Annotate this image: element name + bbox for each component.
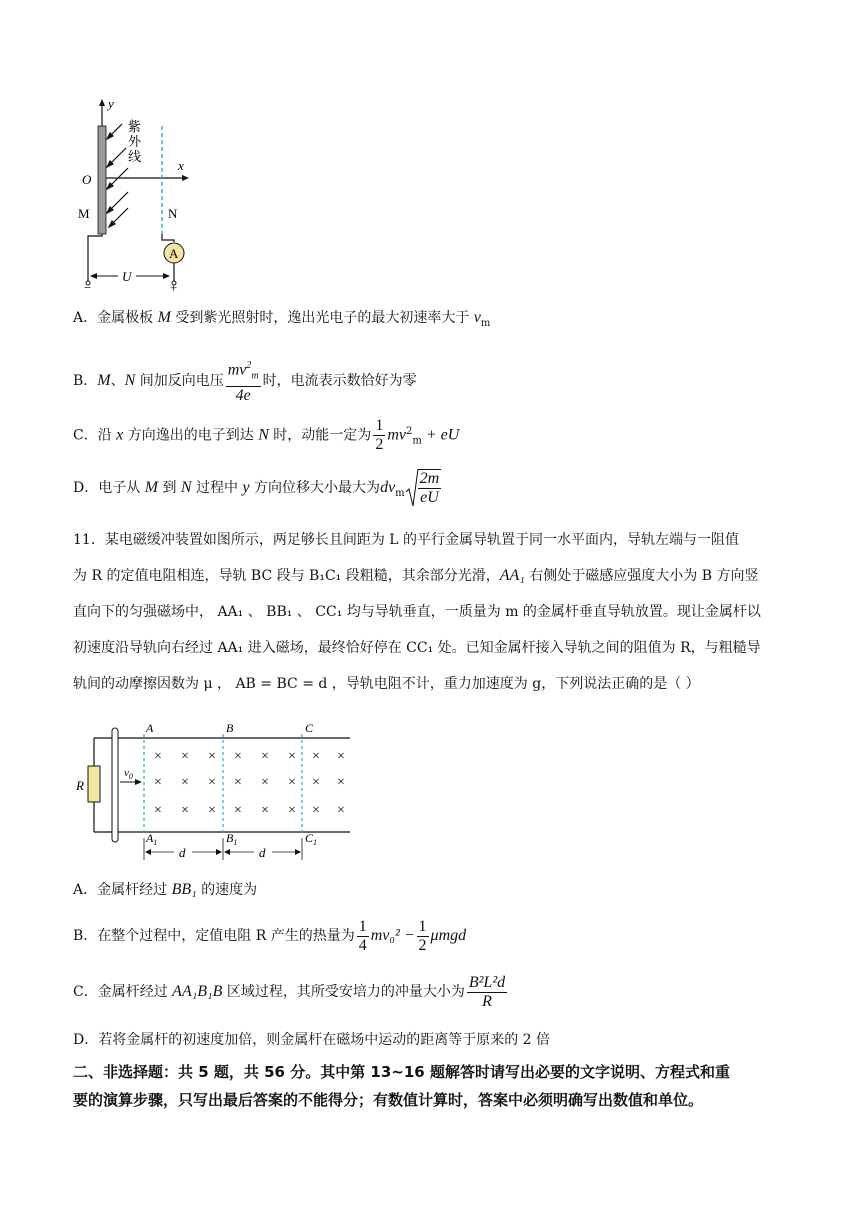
field-cross: × bbox=[208, 803, 216, 818]
uv-arrows bbox=[107, 124, 128, 227]
field-cross: × bbox=[208, 775, 216, 790]
uv-label-2: 外 bbox=[128, 134, 142, 149]
field-cross: × bbox=[181, 749, 189, 764]
q11-option-d: D．若将金属杆的初速度加倍，则金属杆在磁场中运动的距离等于原来的 2 倍 bbox=[73, 1032, 551, 1048]
distance-bc-label: d bbox=[259, 845, 266, 860]
field-cross: × bbox=[312, 803, 320, 818]
q10-option-d: D．电子从 M 到 N 过程中 y 方向位移大小最大为$dv_m$ $\frac{2m}{eU}$ bbox=[73, 466, 443, 516]
field-cross: × bbox=[234, 803, 242, 818]
metal-rod bbox=[112, 728, 118, 842]
field-cross: × bbox=[208, 749, 216, 764]
field-cross: × bbox=[261, 803, 269, 818]
voltage-label: U bbox=[122, 269, 132, 284]
label-c: C bbox=[305, 721, 314, 735]
field-cross: × bbox=[234, 749, 242, 764]
q11-stem: 11．某电磁缓冲装置如图所示，两足够长且间距为 L 的平行金属导轨置于同一水平面内，导轨左端与一阻值 为 R 的定值电阻相连，导轨 BC 段与 B₁C₁ 段粗糙，其余部分光滑，AA₁ 右侧处于磁感应强度大小为 B 方向竖 直向下的匀强磁场中， AA₁ 、 BB₁ 、 CC₁ 均与导轨垂直，一质量为 m 的金属杆垂直导轨放置。现让金属杆以 初速度沿导轨向右经过 AA₁ 进入磁场，最终恰好停在 CC₁ 处。已知金属杆接入导轨之间的阻值为 R，与粗糙导 轨间的动摩擦因数为 μ ， AB = BC = d ，导轨电阻不计，重力加速度为 g，下列说法正确的是（ ） bbox=[73, 532, 761, 692]
field-cross: × bbox=[312, 775, 320, 790]
field-cross: × bbox=[154, 749, 162, 764]
field-cross: × bbox=[154, 775, 162, 790]
plate-m-label: M bbox=[78, 206, 90, 221]
field-cross: × bbox=[337, 775, 345, 790]
field-cross: × bbox=[337, 749, 345, 764]
velocity-label: $v_0$ bbox=[124, 767, 133, 781]
resistor bbox=[88, 766, 100, 802]
distance-ab-label: d bbox=[179, 845, 186, 860]
field-cross: × bbox=[288, 775, 296, 790]
resistor-label: R bbox=[76, 778, 84, 793]
label-a: A bbox=[146, 721, 154, 735]
label-c1: $C_1$ bbox=[305, 831, 318, 847]
magnetic-field-crosses bbox=[154, 749, 345, 818]
field-cross: × bbox=[154, 803, 162, 818]
field-cross: × bbox=[261, 775, 269, 790]
plus-terminal: + bbox=[170, 280, 178, 292]
field-cross: × bbox=[261, 749, 269, 764]
ammeter-label: A bbox=[169, 246, 179, 261]
q10-option-b: B．M、N 间加反向电压 $\frac{mv^2_m}{4e}$ 时，电流表示数恰好为零 bbox=[73, 357, 417, 405]
q10-option-a: A．金属极板 M 受到紫光照射时，逸出光电子的最大初速率大于 $v_m$ bbox=[73, 309, 491, 329]
x-axis-label: x bbox=[178, 158, 184, 173]
q11-option-b: B．在整个过程中，定值电阻 R 产生的热量为 $\frac{1}{4}$ mv₀² − $\frac{1}{2}$ μmgd bbox=[73, 917, 467, 954]
q10-option-c: C．沿 x 方向逸出的电子到达 N 时，动能一定为 $\frac{1}{2}$ $mv^2_m$ + eU bbox=[73, 417, 460, 454]
plate-n-label: N bbox=[168, 206, 178, 221]
buffer-diagram bbox=[74, 720, 354, 868]
label-b1: $B_1$ bbox=[226, 831, 238, 847]
origin-label: O bbox=[82, 172, 92, 187]
field-cross: × bbox=[337, 803, 345, 818]
field-cross: × bbox=[312, 749, 320, 764]
field-cross: × bbox=[181, 803, 189, 818]
q11-option-a: A．金属杆经过 BB₁ 的速度为 bbox=[73, 881, 258, 898]
y-axis-label: y bbox=[108, 96, 114, 111]
q11-option-c: C．金属杆经过 AA₁B₁B 区域过程，其所受安培力的冲量大小为 $\frac{\text{B²L²d}}{R}$ bbox=[73, 973, 506, 1010]
sqrt-expression: $\frac{2m}{eU}$ bbox=[405, 466, 444, 510]
field-cross: × bbox=[288, 803, 296, 818]
field-cross: × bbox=[181, 775, 189, 790]
field-cross: × bbox=[234, 775, 242, 790]
photoelectric-diagram bbox=[70, 96, 200, 292]
label-b: B bbox=[226, 721, 234, 735]
uv-label-3: 线 bbox=[128, 149, 142, 164]
fraction-mv2-4e: $\frac{mv^2_m}{4e}$ bbox=[226, 357, 261, 405]
section-2-instructions: 二、非选择题：共 5 题，共 56 分。其中第 13~16 题解答时请写出必要的文字说明、方程式和重 要的演算步骤，只写出最后答案的不能得分；有数值计算时，答案中必须明确写出数值和单位。 bbox=[73, 1063, 730, 1109]
minus-terminal: − bbox=[84, 280, 92, 292]
field-cross: × bbox=[288, 749, 296, 764]
label-a1: $A_1$ bbox=[146, 831, 158, 847]
plate-m bbox=[98, 126, 106, 234]
uv-label-1: 紫 bbox=[128, 119, 142, 134]
